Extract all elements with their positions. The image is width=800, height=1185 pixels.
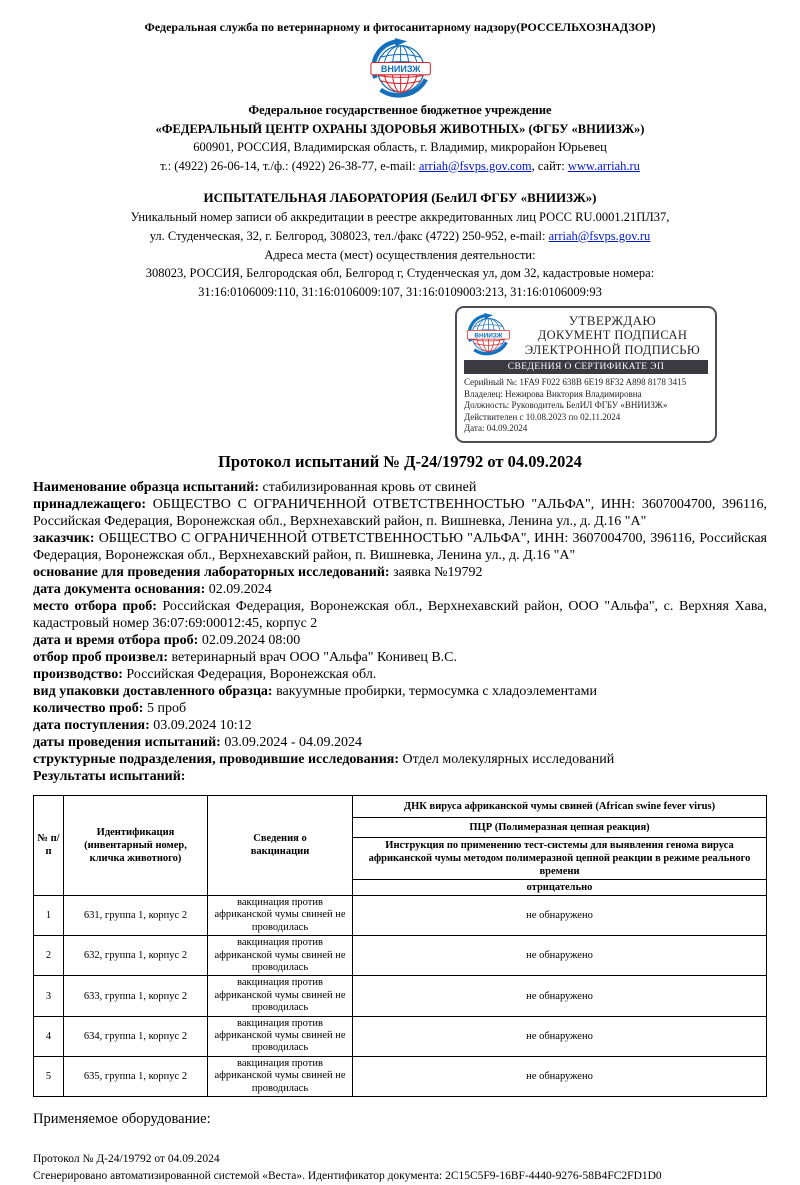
results-table-body [34, 895, 767, 1096]
table-row [34, 936, 767, 976]
contacts-prefix: т.: (4922) 26-06-14, т./ф.: (4922) 26-38-77, e-mail: [160, 158, 419, 173]
field-label: даты проведения испытаний: [33, 734, 221, 750]
result-header-norm: отрицательно [353, 879, 767, 895]
activity-address: 308023, РОССИЯ, Белгородская обл, Белгород г, Студенческая ул, дом 32, кадастровые номера: [145, 266, 655, 281]
document-field [33, 496, 767, 530]
results-table [33, 795, 767, 1097]
stamp-title [517, 313, 708, 358]
row-number: 3 [34, 976, 64, 1016]
document-field [33, 666, 767, 683]
signature-stamp-wrap [33, 306, 767, 443]
document-field [33, 564, 767, 581]
field-label: вид упаковки доставленного образца: [33, 683, 273, 699]
field-label: дата документа основания: [33, 581, 206, 597]
field-label: основание для проведения лабораторных исследований: [33, 564, 390, 580]
stamp-serial: Серийный №: 1FA9 F022 638B 6E19 8F32 A898 8178 3415 [464, 376, 687, 387]
document-field [33, 649, 767, 666]
document-field [33, 479, 767, 496]
field-value: 02.09.2024 [205, 581, 272, 597]
footer-generated-by: Сгенерировано автоматизированной системой «Веста». Идентификатор документа: 2C15C5F9-16BF-4440-9276-58B4FC2FD1D0 [33, 1170, 662, 1183]
stamp-certificate-bar: СВЕДЕНИЯ О СЕРТИФИКАТЕ ЭП [464, 360, 708, 374]
vniizh-logo-icon [33, 38, 767, 100]
field-label: Наименование образца испытаний: [33, 479, 259, 495]
result-header-analyte: ДНК вируса африканской чумы свиней (African swine fever virus) [353, 795, 767, 817]
field-label: отбор проб произвел: [33, 649, 168, 665]
stamp-approve: УТВЕРЖДАЮ [568, 312, 657, 328]
table-row [34, 1016, 767, 1056]
field-value: Российская Федерация, Воронежская обл., Верхнехавский район, ООО "Альфа", с. Верхняя Хава, кадастровый номер 36:07:69:00012:45, корпус 2 [33, 598, 768, 631]
document-footer [33, 1151, 767, 1185]
sample-id: 634, группа 1, корпус 2 [64, 1016, 208, 1056]
institution-contacts [33, 157, 767, 176]
vaccination-info: вакцинация против африканской чумы свиней не проводилась [208, 976, 353, 1016]
field-value: 03.09.2024 10:12 [149, 717, 252, 733]
document-field [33, 632, 767, 649]
contacts-middle: , сайт: [531, 158, 568, 173]
table-row [34, 976, 767, 1016]
test-result: не обнаружено [353, 936, 767, 976]
field-value: вакуумные пробирки, термосумка с хладоэлементами [272, 683, 597, 699]
field-value: ОБЩЕСТВО С ОГРАНИЧЕННОЙ ОТВЕТСТВЕННОСТЬЮ "АЛЬФА", ИНН: 3607004700, 396116, Российская Федерация, Воронежская обл., Верхнехавский район, п. Вишневка, Ленина ул., д. Д.16 "А" [33, 530, 767, 563]
stamp-details [464, 377, 708, 435]
stamp-validity: Действителен с 10.08.2023 по 02.11.2024 [464, 411, 621, 422]
col-header-vaccination: Сведения о вакцинации [208, 795, 353, 895]
table-row [34, 1056, 767, 1096]
document-field [33, 683, 767, 700]
col-header-num: № п/п [34, 795, 64, 895]
field-label: количество проб: [33, 700, 144, 716]
vaccination-info: вакцинация против африканской чумы свиней не проводилась [208, 936, 353, 976]
lab-title: ИСПЫТАТЕЛЬНАЯ ЛАБОРАТОРИЯ (БелИЛ ФГБУ «ВНИИЗЖ») [203, 190, 597, 205]
field-value: Отдел молекулярных исследований [399, 751, 615, 767]
col-header-identification: Идентификация (инвентарный номер, кличка животного) [64, 795, 208, 895]
stamp-signed-line2: ЭЛЕКТРОННОЙ ПОДПИСЬЮ [524, 342, 701, 357]
institution-type: Федеральное государственное бюджетное учреждение [248, 103, 552, 117]
document-field [33, 734, 767, 751]
stamp-date: Дата: 04.09.2024 [464, 423, 528, 434]
electronic-signature-stamp [455, 306, 717, 443]
row-number: 5 [34, 1056, 64, 1096]
stamp-logo-icon [464, 313, 512, 357]
institution-address: 600901, РОССИЯ, Владимирская область, г. Владимир, микрорайон Юрьевец [193, 140, 607, 154]
document-field [33, 581, 767, 598]
cadastral-numbers: 31:16:0106009:110, 31:16:0106009:107, 31:16:0109003:213, 31:16:0106009:93 [198, 285, 602, 300]
field-value: ОБЩЕСТВО С ОГРАНИЧЕННОЙ ОТВЕТСТВЕННОСТЬЮ "АЛЬФА", ИНН: 3607004700, 396116, Российская Федерация, Воронежская обл., Верхнехавский район, п. Вишневка, Ленина ул., д. Д.16 "А" [33, 496, 767, 529]
sample-id: 635, группа 1, корпус 2 [64, 1056, 208, 1096]
field-value: стабилизированная кровь от свиней [259, 479, 477, 495]
stamp-signed-line1: ДОКУМЕНТ ПОДПИСАН [537, 327, 688, 342]
sample-fields [33, 479, 767, 768]
field-label: заказчик: [33, 530, 95, 546]
lab-address [33, 227, 767, 246]
results-heading: Результаты испытаний: [33, 768, 186, 784]
website-link[interactable]: www.arriah.ru [567, 158, 640, 173]
test-result: не обнаружено [353, 1056, 767, 1096]
sample-id: 632, группа 1, корпус 2 [64, 936, 208, 976]
field-value: ветеринарный врач ООО "Альфа" Конивец В.С. [167, 649, 458, 665]
vaccination-info: вакцинация против африканской чумы свиней не проводилась [208, 1056, 353, 1096]
table-row [34, 895, 767, 935]
footer-protocol-number: Протокол № Д-24/19792 от 04.09.2024 [33, 1153, 220, 1166]
row-number: 2 [34, 936, 64, 976]
lab-email-link[interactable]: arriah@fsvps.gov.ru [548, 228, 651, 243]
equipment-heading: Применяемое оборудование: [33, 1111, 211, 1128]
document-field [33, 700, 767, 717]
result-header-method-doc: Инструкция по применению тест-системы для выявления генома вируса африканской чумы методом полимеразной цепной реакции в режиме реального времени [353, 837, 767, 879]
result-header-method: ПЦР (Полимеразная цепная реакция) [353, 817, 767, 837]
stamp-owner: Владелец: Нежирова Виктория Владимировна [464, 388, 642, 399]
field-value: 5 проб [143, 700, 187, 716]
document-field [33, 530, 767, 564]
sample-id: 631, группа 1, корпус 2 [64, 895, 208, 935]
stamp-position: Должность: Руководитель БелИЛ ФГБУ «ВНИИЗЖ» [464, 400, 668, 411]
protocol-title: Протокол испытаний № Д-24/19792 от 04.09.2024 [218, 451, 582, 471]
field-label: место отбора проб: [33, 598, 157, 614]
lab-address-prefix: ул. Студенческая, 32, г. Белгород, 308023, тел./факс (4722) 250-952, e-mail: [149, 228, 549, 243]
activity-heading: Адреса места (мест) осуществления деятельности: [264, 247, 536, 262]
sample-id: 633, группа 1, корпус 2 [64, 976, 208, 1016]
test-result: не обнаружено [353, 976, 767, 1016]
field-label: дата поступления: [33, 717, 150, 733]
lab-accreditation: Уникальный номер записи об аккредитации в реестре аккредитованных лиц РОСС RU.0001.21ПЛ37, [130, 210, 670, 224]
field-value: Российская Федерация, Воронежская обл. [122, 666, 377, 682]
field-value: 03.09.2024 - 04.09.2024 [220, 734, 362, 750]
field-value: 02.09.2024 08:00 [198, 632, 301, 648]
field-label: производство: [33, 666, 123, 682]
field-value: заявка №19792 [389, 564, 483, 580]
document-field [33, 717, 767, 734]
row-number: 1 [34, 895, 64, 935]
agency-name: Федеральная служба по ветеринарному и фитосанитарному надзору(РОССЕЛЬХОЗНАДЗОР) [144, 20, 656, 34]
vaccination-info: вакцинация против африканской чумы свиней не проводилась [208, 1016, 353, 1056]
test-result: не обнаружено [353, 895, 767, 935]
row-number: 4 [34, 1016, 64, 1056]
vaccination-info: вакцинация против африканской чумы свиней не проводилась [208, 895, 353, 935]
document-field [33, 598, 767, 632]
field-label: дата и время отбора проб: [33, 632, 199, 648]
email-link[interactable]: arriah@fsvps.gov.com [418, 158, 532, 173]
test-result: не обнаружено [353, 1016, 767, 1056]
results-heading-wrap [33, 768, 767, 785]
institution-name: «ФЕДЕРАЛЬНЫЙ ЦЕНТР ОХРАНЫ ЗДОРОВЬЯ ЖИВОТНЫХ» (ФГБУ «ВНИИЗЖ») [155, 121, 645, 136]
document-field [33, 751, 767, 768]
field-label: принадлежащего: [33, 496, 146, 512]
field-label: структурные подразделения, проводившие исследования: [33, 751, 400, 767]
